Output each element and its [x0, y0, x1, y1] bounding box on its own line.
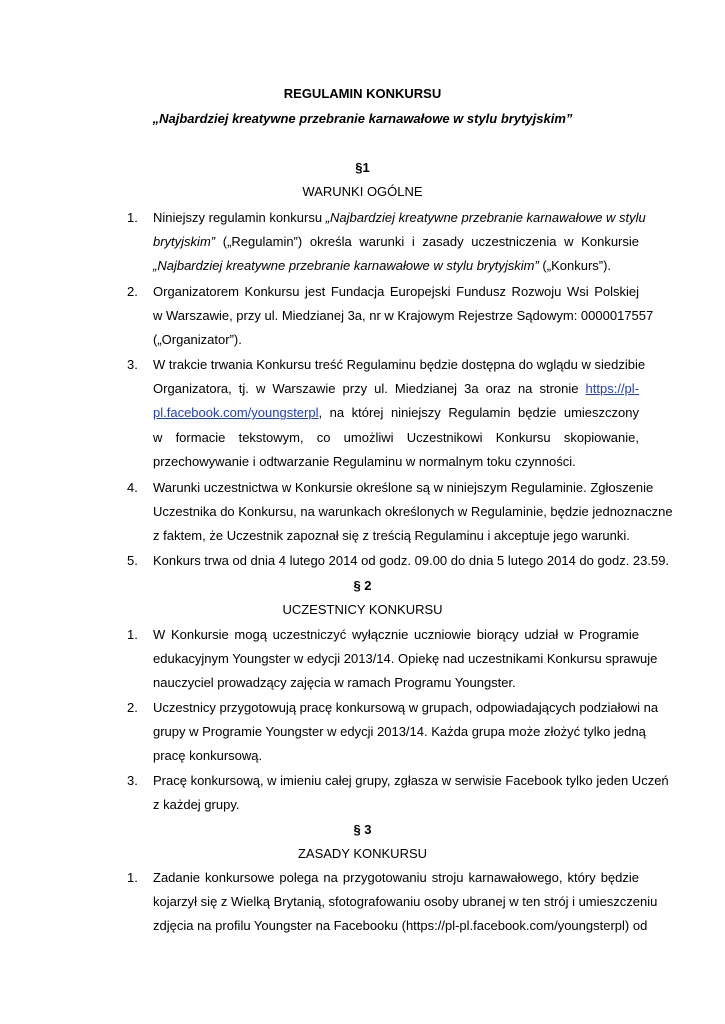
- item-line: nauczyciel prowadzący zajęcia w ramach Programu Youngster.: [153, 675, 516, 691]
- item-line: w Warszawie, przy ul. Miedzianej 3a, nr w Krajowym Rejestrze Sądowym: 0000017557: [153, 308, 654, 324]
- item-line: Uczestnika do Konkursu, na warunkach określonych w Regulaminie, będzie jednoznaczne: [153, 504, 673, 520]
- item-line: kojarzył się z Wielką Brytanią, sfotografowaniu osoby ubranej w ten strój i umieszczeniu: [153, 894, 658, 910]
- item-text: [153, 549, 670, 573]
- item-number: 1.: [127, 870, 138, 885]
- item-line: z każdej grupy.: [153, 797, 240, 813]
- item-number: 2.: [127, 700, 138, 715]
- item-line: Konkurs trwa od dnia 4 lutego 2014 od godz. 09.00 do dnia 5 lutego 2014 do godz. 23.59.: [153, 553, 670, 568]
- item-line: pracę konkursową.: [153, 748, 263, 764]
- item-line: pl.facebook.com/youngsterpl, na której niniejszy Regulamin będzie umieszczony: [153, 405, 639, 421]
- item-line: W Konkursie mogą uczestniczyć wyłącznie uczniowie biorący udział w Programie: [153, 627, 639, 642]
- item-line: Niniejszy regulamin konkursu „Najbardziej kreatywne przebranie karnawałowe w stylu: [153, 210, 646, 225]
- item-line: przechowywanie i odtwarzanie Regulaminu w normalnym toku czynności.: [153, 453, 576, 469]
- item-line: edukacyjnym Youngster w edycji 2013/14. Opiekę nad uczestnikami Konkursu sprawuje: [153, 651, 658, 667]
- item-text: [153, 353, 646, 474]
- item-line: Pracę konkursową, w imieniu całej grupy, zgłasza w serwisie Facebook tylko jeden Uczeń: [153, 773, 669, 788]
- section-2-number: § 2: [353, 578, 372, 593]
- item-text: [153, 280, 654, 353]
- item-number: 5.: [127, 553, 138, 568]
- item-number: 3.: [127, 357, 138, 372]
- item-line: brytyjskim” („Regulamin”) określa warunki i zasady uczestniczenia w Konkursie: [153, 234, 639, 250]
- item-line: zdjęcia na profilu Youngster na Facebooku (https://pl-pl.facebook.com/youngsterpl) od: [153, 918, 648, 934]
- item-number: 3.: [127, 773, 138, 788]
- item-text: [153, 206, 646, 279]
- item-line: w formacie tekstowym, co umożliwi Uczestnikowi Konkursu skopiowanie,: [153, 429, 639, 445]
- item-text: [153, 866, 658, 939]
- item-line: Organizatorem Konkursu jest Fundacja Europejski Fundusz Rozwoju Wsi Polskiej: [153, 284, 639, 299]
- item-number: 1.: [127, 627, 138, 642]
- item-line: grupy w Programie Youngster w edycji 2013/14. Każda grupa może złożyć tylko jedną: [153, 724, 646, 740]
- section-3-heading: ZASADY KONKURSU: [297, 846, 428, 861]
- section-1-heading: WARUNKI OGÓLNE: [302, 184, 423, 199]
- item-line: „Najbardziej kreatywne przebranie karnawałowe w stylu brytyjskim” („Konkurs”).: [153, 258, 612, 274]
- document-subtitle: „Najbardziej kreatywne przebranie karnawałowe w stylu brytyjskim”: [152, 111, 573, 126]
- item-text: [153, 476, 673, 549]
- item-line: W trakcie trwania Konkursu treść Regulaminu będzie dostępna do wglądu w siedzibie: [153, 357, 646, 372]
- item-line: Warunki uczestnictwa w Konkursie określone są w niniejszym Regulaminie. Zgłoszenie: [153, 480, 654, 495]
- item-text: [153, 696, 659, 769]
- section-1-number: §1: [355, 160, 370, 175]
- item-line: Zadanie konkursowe polega na przygotowaniu stroju karnawałowego, który będzie: [153, 870, 639, 885]
- facebook-link[interactable]: pl.facebook.com/youngsterpl: [153, 405, 319, 421]
- document-title: REGULAMIN KONKURSU: [283, 86, 442, 101]
- section-3-number: § 3: [353, 822, 372, 837]
- item-number: 1.: [127, 210, 138, 225]
- section-2-heading: UCZESTNICY KONKURSU: [282, 602, 443, 617]
- item-number: 4.: [127, 480, 138, 495]
- item-number: 2.: [127, 284, 138, 299]
- item-line: z faktem, że Uczestnik zapoznał się z treścią Regulaminu i akceptuje jego warunki.: [153, 528, 630, 544]
- item-line: Organizatora, tj. w Warszawie przy ul. Miedzianej 3a oraz na stronie https://pl-: [153, 381, 639, 397]
- item-text: [153, 769, 669, 817]
- item-line: Uczestnicy przygotowują pracę konkursową w grupach, odpowiadających podziałowi na: [153, 700, 659, 715]
- item-text: [153, 623, 658, 696]
- facebook-link[interactable]: https://pl-: [585, 381, 639, 397]
- item-line: („Organizator”).: [153, 332, 242, 348]
